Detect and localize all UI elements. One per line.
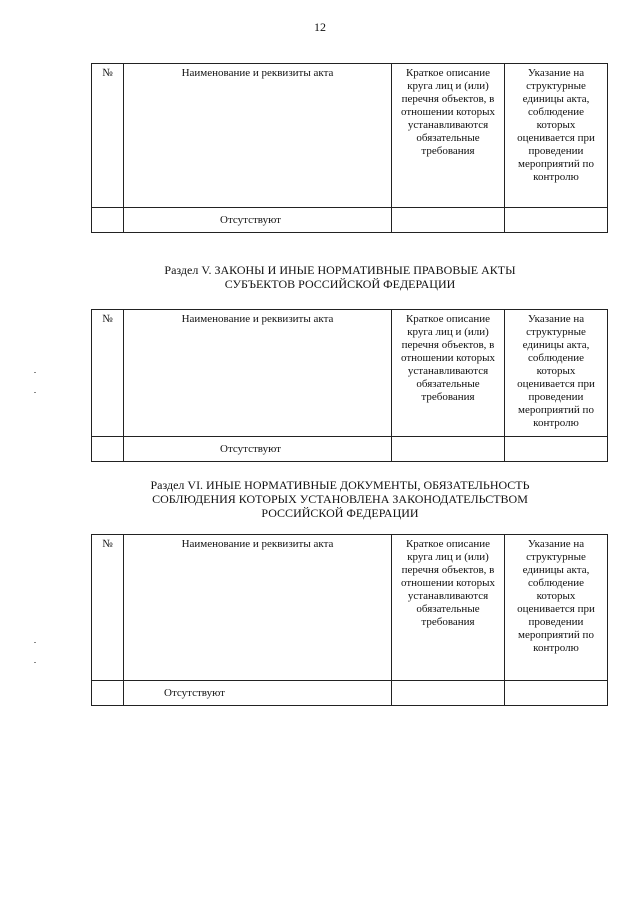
col-indication-header: Указание на структурные единицы акта, соблюдение которых оценивается при проведении мероприятий по контролю [505,535,608,681]
table-row [92,437,608,462]
section-5-title-line-2: СУБЪЕКТОВ РОССИЙСКОЙ ФЕДЕРАЦИИ [224,277,456,291]
requirements-table-1 [91,63,608,233]
col-num-header: № [92,64,124,208]
cell-num [92,437,124,462]
col-name-header: Наименование и реквизиты акта [124,310,392,437]
scan-speck [34,662,36,663]
scan-speck [34,392,36,393]
cell-indication [505,208,608,233]
col-description-header: Краткое описание круга лиц и (или) перечня объектов, в отношении которых устанавливаются обязательные требования [392,310,505,437]
scan-speck [34,642,36,643]
cell-num [92,681,124,706]
col-description-header: Краткое описание круга лиц и (или) перечня объектов, в отношении которых устанавливаются обязательные требования [392,535,505,681]
requirements-table-2 [91,309,608,462]
table-row [92,681,608,706]
cell-description [392,208,505,233]
col-indication-header: Указание на структурные единицы акта, соблюдение которых оценивается при проведении мероприятий по контролю [505,64,608,208]
absent-cell: Отсутствуют [124,681,392,706]
absent-cell: Отсутствуют [124,208,392,233]
cell-description [392,437,505,462]
cell-num [92,208,124,233]
scan-speck [34,372,36,373]
table-header-row [92,535,608,681]
section-5-title-line-1: Раздел V. ЗАКОНЫ И ИНЫЕ НОРМАТИВНЫЕ ПРАВОВЫЕ АКТЫ [164,263,516,277]
cell-indication [505,681,608,706]
table-row [92,208,608,233]
col-description-header: Краткое описание круга лиц и (или) перечня объектов, в отношении которых устанавливаются обязательные требования [392,64,505,208]
cell-indication [505,437,608,462]
col-indication-header: Указание на структурные единицы акта, соблюдение которых оценивается при проведении мероприятий по контролю [505,310,608,437]
section-5-title [80,263,600,291]
page-number: 12 [314,20,326,34]
cell-description [392,681,505,706]
table-header-row [92,64,608,208]
table-header-row [92,310,608,437]
section-6-title-line-1: Раздел VI. ИНЫЕ НОРМАТИВНЫЕ ДОКУМЕНТЫ, ОБЯЗАТЕЛЬНОСТЬ [150,478,530,492]
section-6-title-line-3: РОССИЙСКОЙ ФЕДЕРАЦИИ [261,506,419,520]
section-6-title [80,478,600,520]
col-name-header: Наименование и реквизиты акта [124,64,392,208]
col-num-header: № [92,535,124,681]
requirements-table-3 [91,534,608,706]
col-name-header: Наименование и реквизиты акта [124,535,392,681]
absent-cell: Отсутствуют [124,437,392,462]
col-num-header: № [92,310,124,437]
section-6-title-line-2: СОБЛЮДЕНИЯ КОТОРЫХ УСТАНОВЛЕНА ЗАКОНОДАТЕЛЬСТВОМ [152,492,528,506]
